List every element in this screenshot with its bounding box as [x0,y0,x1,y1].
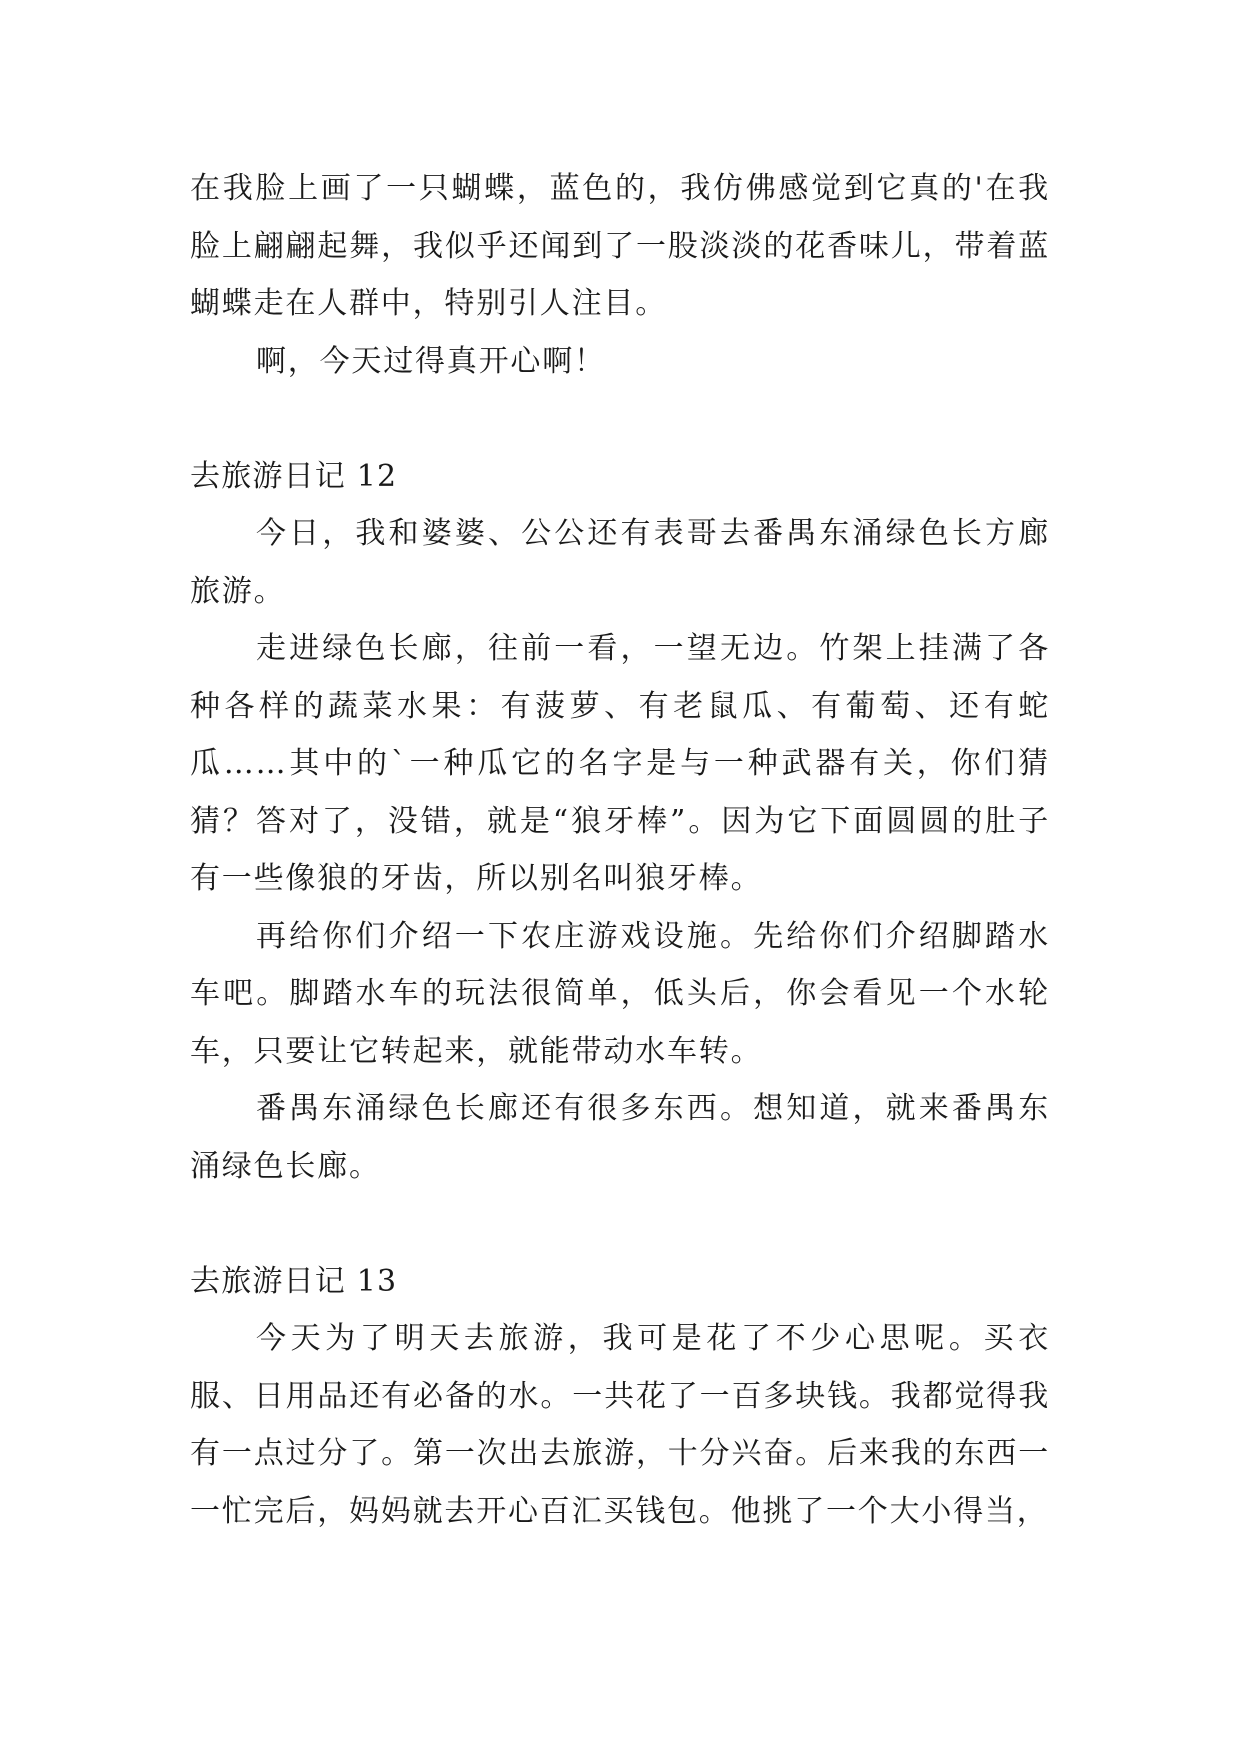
paragraph: 今日，我和婆婆、公公还有表哥去番禺东涌绿色长方廊旅游。 [190,516,1050,609]
paragraph: 番禺东涌绿色长廊还有很多东西。想知道，就来番禺东涌绿色长廊。 [190,1091,1050,1184]
paragraph: 走进绿色长廊，往前一看，一望无边。竹架上挂满了各种各样的蔬菜水果：有菠萝、有老鼠瓜、有葡萄、还有蛇瓜……其中的`一种瓜它的名字是与一种武器有关，你们猜猜？答对了，没错，就是“狼牙棒”。因为它下面圆圆的肚子有一些像狼的牙齿，所以别名叫狼牙棒。 [190,631,1050,896]
section-gap [190,390,1050,448]
paragraph-closing: 啊，今天过得真开心啊！ [256,343,606,379]
section-title-12: 去旅游日记 12 [190,458,398,494]
paragraph: 再给你们介绍一下农庄游戏设施。先给你们介绍脚踏水车吧。脚踏水车的玩法很简单，低头后，你会看见一个水轮车，只要让它转起来，就能带动水车转。 [190,918,1050,1069]
document-body [190,160,1050,1540]
section-gap [190,1195,1050,1253]
paragraph-continued: 在我脸上画了一只蝴蝶，蓝色的，我仿佛感觉到它真的'在我脸上翩翩起舞，我似乎还闻到了一股淡淡的花香味儿，带着蓝蝴蝶走在人群中，特别引人注目。 [190,171,1050,321]
paragraph: 今天为了明天去旅游，我可是花了不少心思呢。买衣服、日用品还有必备的水。一共花了一百多块钱。我都觉得我有一点过分了。第一次出去旅游，十分兴奋。后来我的东西一一忙完后，妈妈就去开心百汇买钱包。他挑了一个大小得当， [190,1321,1050,1529]
section-title-13: 去旅游日记 13 [190,1263,398,1299]
